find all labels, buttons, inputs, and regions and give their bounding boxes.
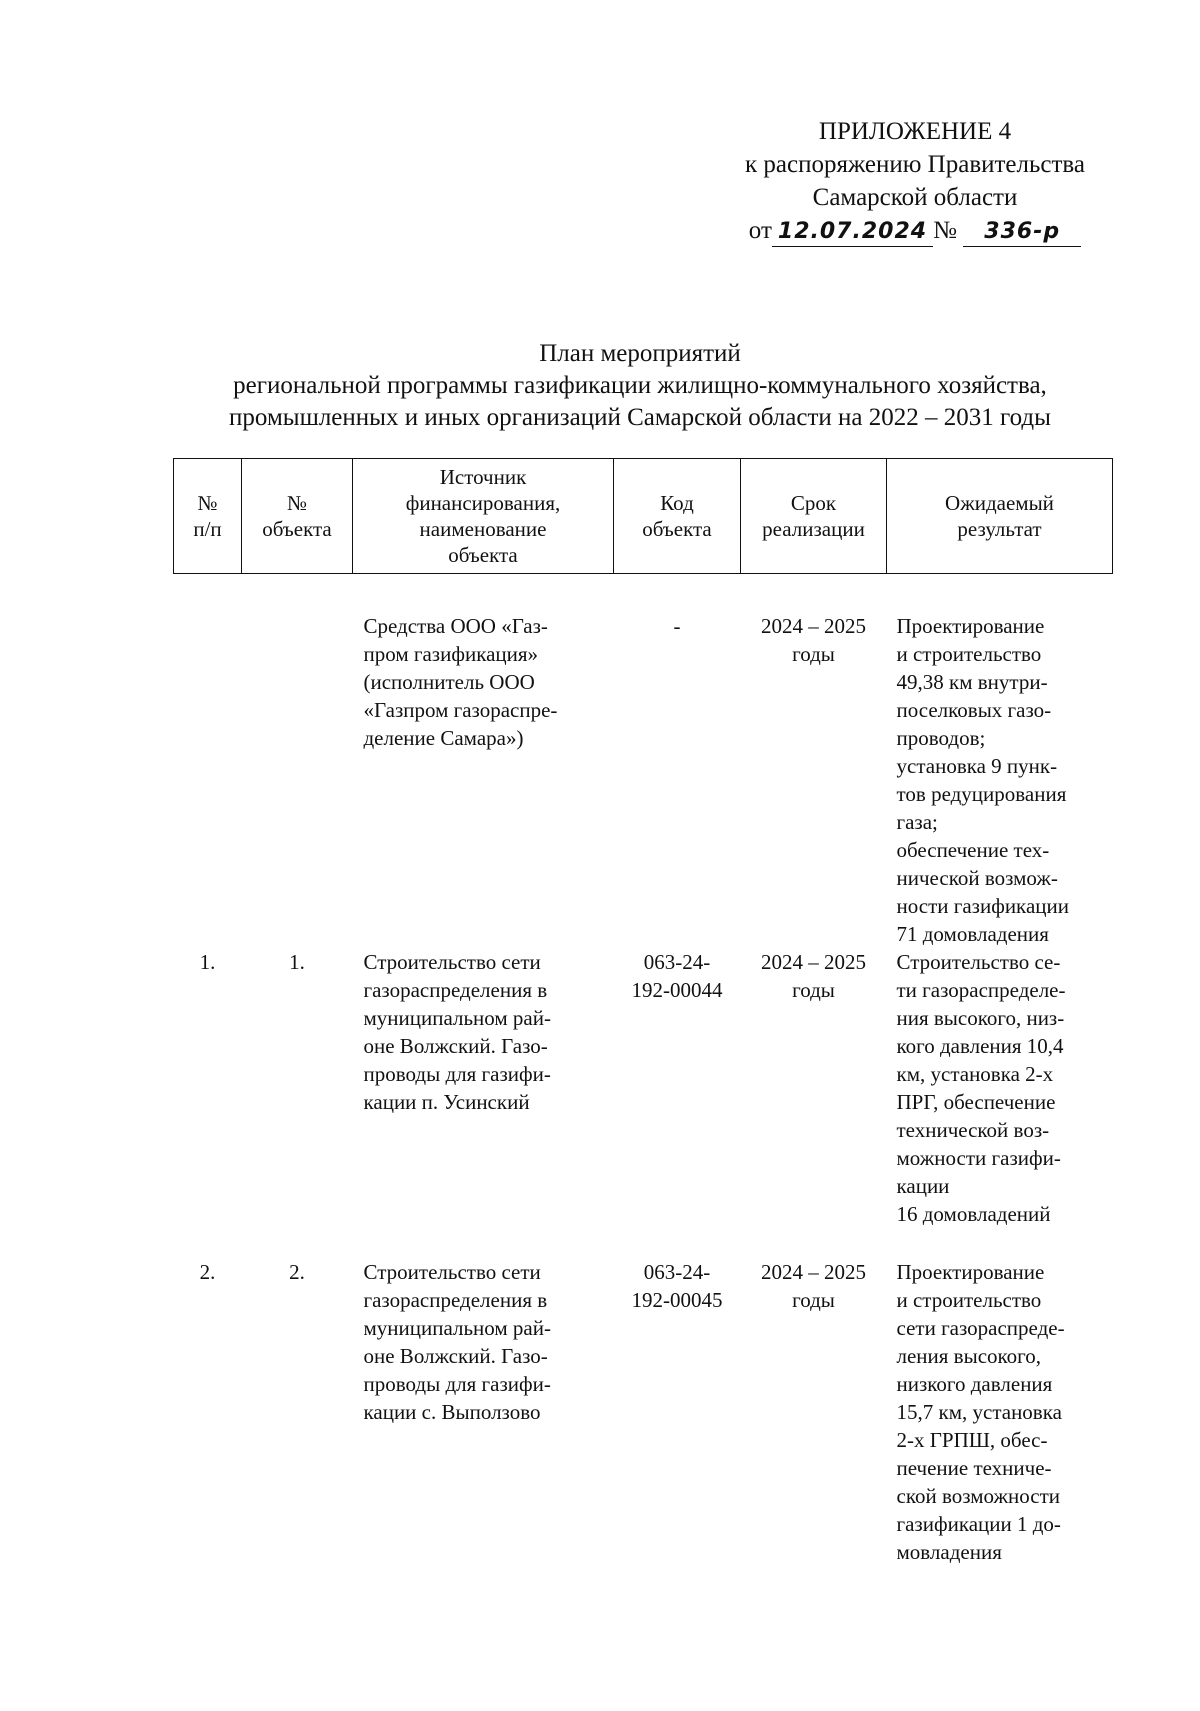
table-row bbox=[174, 1258, 1113, 1566]
col-header-code: Код объекта bbox=[614, 459, 741, 574]
col-header-source: Источник финансирования, наименование объекта bbox=[353, 459, 614, 574]
cell-term: 2024 – 2025 годы bbox=[761, 950, 866, 1002]
col-header-pp: № п/п bbox=[174, 459, 242, 574]
document-date-line bbox=[680, 214, 1150, 247]
handwritten-number: 336-р bbox=[963, 218, 1081, 247]
document-title bbox=[170, 338, 1110, 434]
title-line-3: промышленных и иных организаций Самарской области на 2022 – 2031 годы bbox=[229, 404, 1051, 431]
title-line-1: План мероприятий bbox=[539, 340, 741, 367]
table-row bbox=[174, 612, 1113, 948]
cell-term: 2024 – 2025 годы bbox=[761, 614, 866, 666]
appendix-title: ПРИЛОЖЕНИЕ 4 bbox=[818, 118, 1012, 145]
cell-object-no bbox=[242, 612, 353, 948]
cell-pp bbox=[174, 612, 242, 948]
cell-result: Проектирование и строительство 49,38 км внутри- поселковых газо- проводов; установка 9 пунк- тов редуцирования газа; обеспечение тех- нической возмож- ности газификации 71 домовладения bbox=[896, 614, 1069, 946]
table-header-row bbox=[174, 459, 1113, 574]
cell-result: Проектирование и строительство сети газораспреде- ления высокого, низкого давления 15,7 км, установка 2-х ГРПШ, обес- печение техниче- ской возможности газификации 1 до- мовладения bbox=[896, 1260, 1065, 1564]
number-prefix: № bbox=[933, 217, 957, 244]
cell-code: 063-24- 192-00044 bbox=[631, 950, 723, 1002]
cell-source: Средства ООО «Газ- пром газификация» (исполнитель ООО «Газпром газораспре- деление Самара») bbox=[363, 614, 558, 750]
handwritten-date: 12.07.2024 bbox=[772, 218, 933, 247]
title-line-2: региональной программы газификации жилищно-коммунального хозяйства, bbox=[233, 372, 1047, 399]
measures-table bbox=[173, 458, 1113, 1566]
appendix-line-1: к распоряжению Правительства bbox=[744, 151, 1085, 178]
cell-code: - bbox=[673, 614, 681, 638]
cell-code: 063-24- 192-00045 bbox=[631, 1260, 723, 1312]
cell-pp: 1. bbox=[199, 950, 216, 974]
cell-result: Строительство се- ти газораспределе- ния высокого, низ- кого давления 10,4 км, установка 2-х ПРГ, обеспечение технической воз- можности газифи- кации 16 домовладений bbox=[896, 950, 1066, 1226]
cell-object-no: 1. bbox=[289, 950, 305, 974]
col-header-term: Срок реализации bbox=[741, 459, 887, 574]
table-row bbox=[174, 948, 1113, 1258]
col-header-object-no: № объекта bbox=[242, 459, 353, 574]
cell-source: Строительство сети газораспределения в муниципальном рай- оне Волжский. Газо- проводы для газифи- кации п. Усинский bbox=[363, 950, 551, 1114]
cell-pp: 2. bbox=[199, 1260, 216, 1284]
cell-term: 2024 – 2025 годы bbox=[761, 1260, 866, 1312]
cell-object-no: 2. bbox=[289, 1260, 305, 1284]
appendix-block bbox=[680, 115, 1150, 247]
col-header-result: Ожидаемый результат bbox=[887, 459, 1113, 574]
appendix-line-2: Самарской области bbox=[812, 184, 1018, 211]
cell-source: Строительство сети газораспределения в муниципальном рай- оне Волжский. Газо- проводы для газифи- кации с. Выползово bbox=[363, 1260, 551, 1424]
date-prefix: от bbox=[748, 217, 772, 244]
